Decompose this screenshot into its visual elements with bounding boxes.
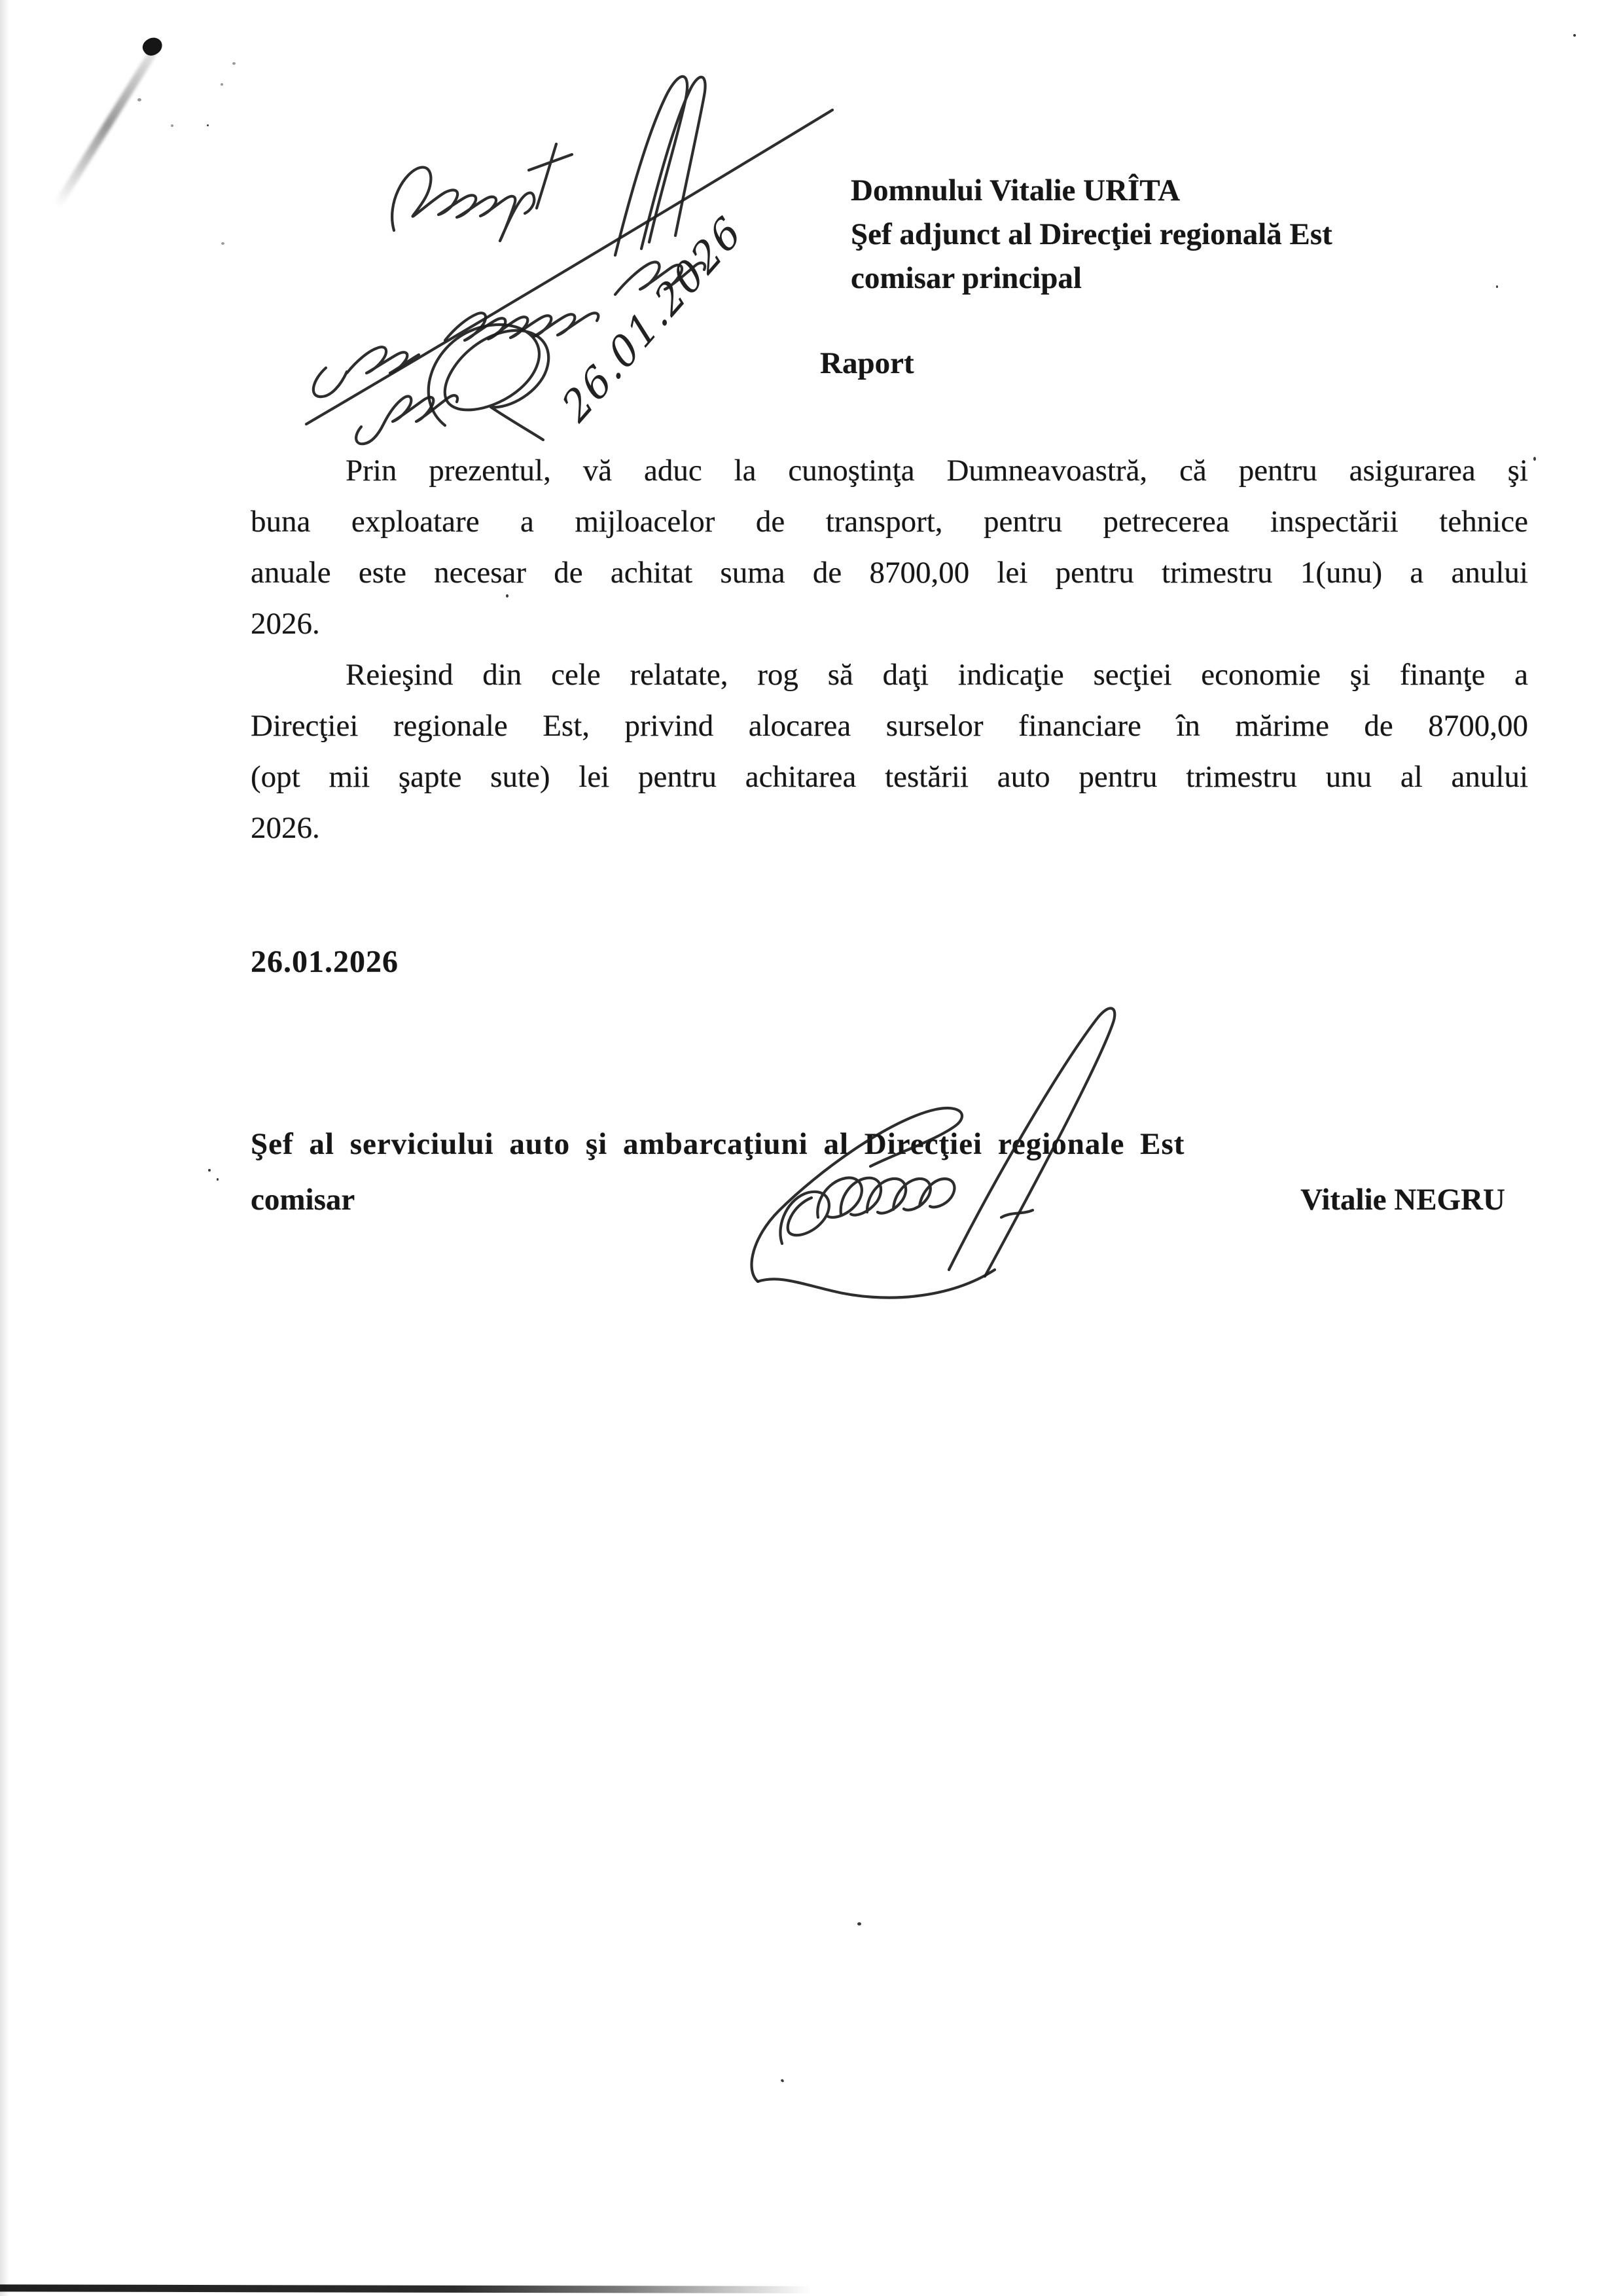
signature-tall-loop — [949, 1008, 1115, 1276]
paragraph-line: Direcţiei regionale Est, privind alocarea surselor financiare în mărime de 8700,00 — [251, 709, 1528, 743]
recipient-line-1: Domnului Vitalie URÎTA — [851, 173, 1181, 207]
scan-speck — [1573, 34, 1576, 37]
approval-date-text: 26.01.2026 — [553, 206, 751, 432]
scan-speck — [207, 124, 209, 126]
scan-speck — [1533, 457, 1536, 461]
recipient-block — [851, 169, 1332, 300]
paragraph-line: anuale este necesar de achitat suma de 8700,00 lei pentru trimestru 1(unu) a anului — [251, 556, 1528, 590]
paragraph-line: 2026. — [251, 607, 320, 641]
body-paragraph-2 — [251, 649, 1528, 853]
scan-speck — [208, 1169, 211, 1172]
handwritten-approval-annotation — [249, 33, 851, 445]
paragraph-line: 2026. — [251, 811, 320, 845]
scan-ink-blob-artifact — [139, 34, 165, 60]
recipient-line-3: comisar principal — [851, 261, 1082, 295]
scan-speck — [137, 98, 141, 101]
scan-bottom-edge-artifact — [0, 2284, 1623, 2295]
document-body — [251, 445, 1528, 853]
scan-speck — [1496, 285, 1498, 288]
paragraph-line: Reieşind din cele relatate, rog să daţi indicaţie secţiei economie şi finanţe a — [346, 658, 1528, 692]
signatory-title-line: Şef al serviciului auto şi ambarcaţiuni al Direcţiei regionale Est — [251, 1127, 1185, 1161]
scan-speck — [221, 242, 224, 245]
approval-word-spre — [356, 395, 457, 444]
scan-left-edge-artifact — [0, 0, 9, 2296]
scan-speck — [780, 2079, 784, 2083]
approval-word-row2 — [313, 313, 598, 397]
body-paragraph-1 — [251, 445, 1528, 649]
signatory-name: Vitalie NEGRU — [1300, 1183, 1505, 1217]
scan-speck — [221, 83, 223, 86]
approval-flourish — [615, 77, 705, 255]
scan-speck — [857, 1922, 861, 1926]
document-date: 26.01.2026 — [251, 944, 399, 979]
scan-speck — [171, 124, 173, 127]
paragraph-line: buna exploatare a mijloacelor de transport, pentru petrecerea inspectării tehnice — [251, 505, 1528, 539]
paragraph-line: Prin prezentul, vă aduc la cunoştinţa Dumneavoastră, că pentru asigurarea şi — [346, 454, 1528, 488]
scan-streak-artifact — [53, 42, 162, 209]
signature-loops — [780, 1178, 954, 1244]
recipient-line-2: Şef adjunct al Direcţiei regională Est — [851, 217, 1332, 251]
signature-tail — [758, 1270, 995, 1298]
scan-speck — [217, 1178, 219, 1181]
paragraph-line: (opt mii şapte sute) lei pentru achitarea testării auto pentru trimestru unu al anului — [251, 760, 1528, 794]
report-title: Raport — [820, 346, 914, 380]
signatory-signature-ink — [720, 962, 1145, 1309]
approval-word-accept — [392, 168, 534, 241]
scan-speck — [232, 62, 236, 65]
signatory-role: comisar — [251, 1183, 355, 1217]
